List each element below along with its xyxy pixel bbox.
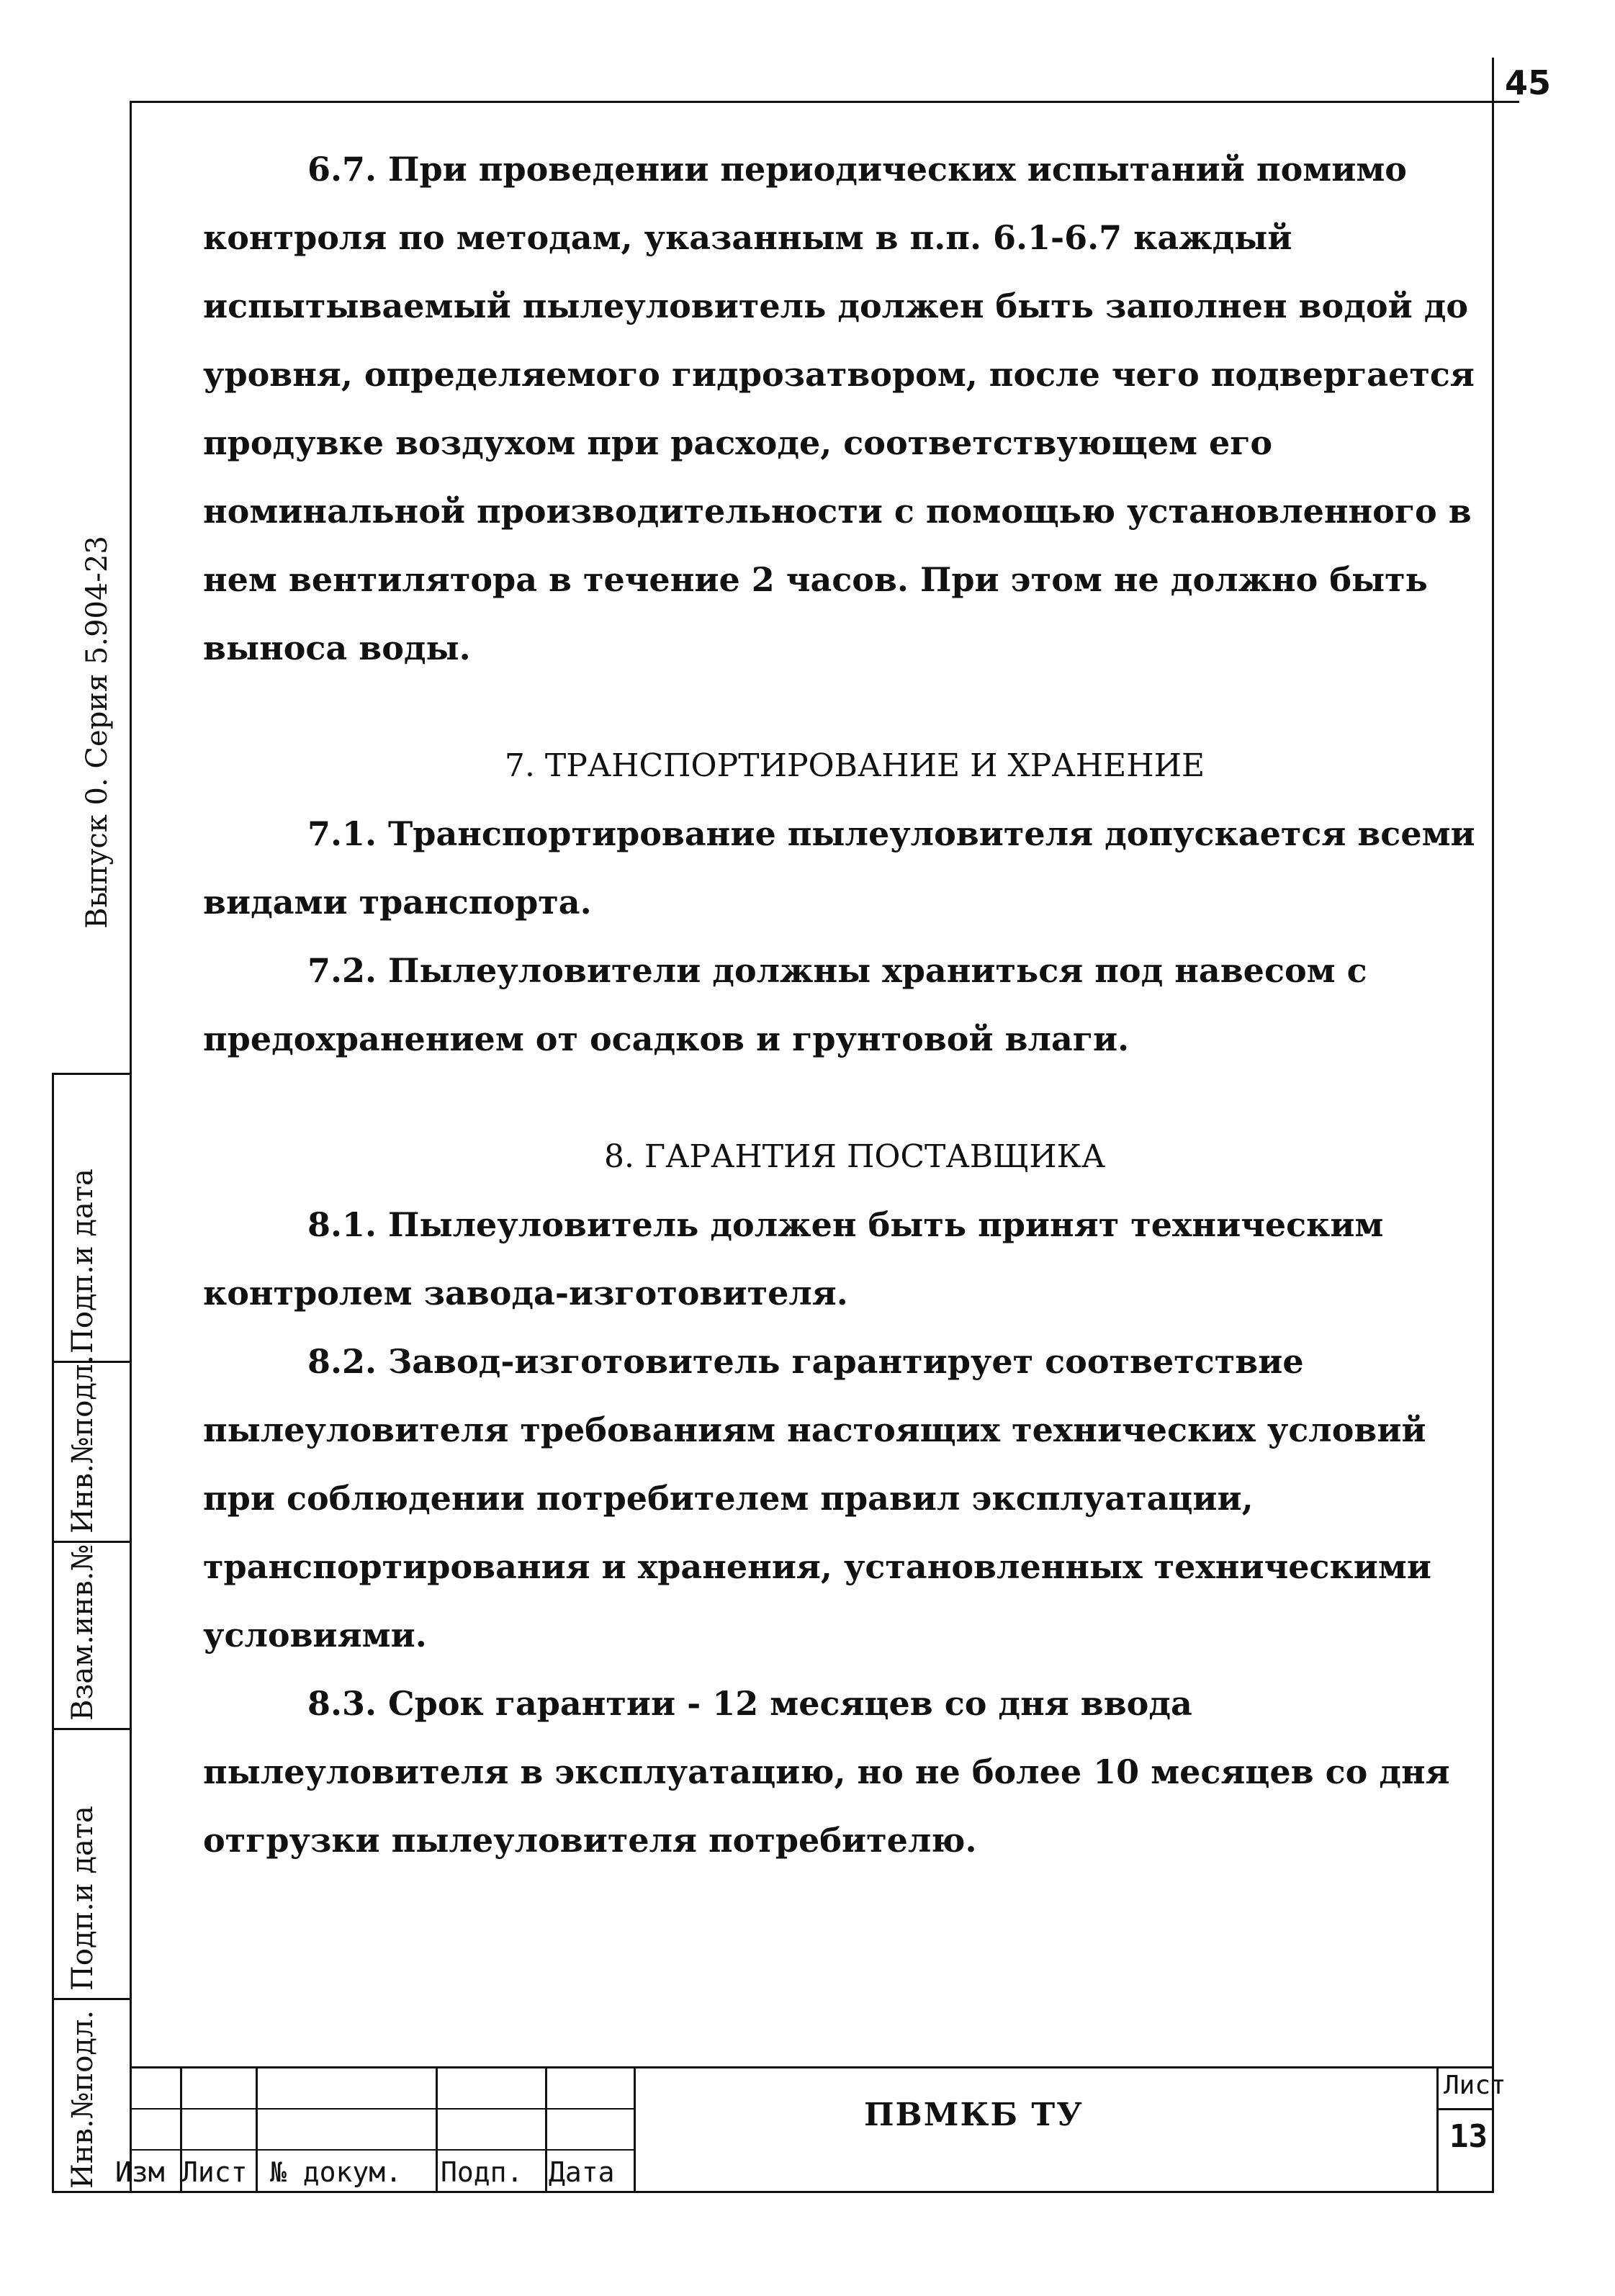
frame-bottom-line bbox=[52, 2191, 1494, 2193]
paragraph-8-3: 8.3. Срок гарантии - 12 месяцев со дня ввода пылеуловителя в эксплуатацию, но не более 10 месяцев со дня отгрузки пылеуловителя потребителю. bbox=[203, 1684, 1450, 1860]
title-block-col-5 bbox=[634, 2066, 636, 2192]
title-block-row-line-1 bbox=[130, 2108, 634, 2110]
title-block-sign-label: Подп. bbox=[441, 2156, 523, 2188]
side-stamp-divider-5 bbox=[52, 1998, 132, 2000]
title-block-izm-label: Изм bbox=[115, 2156, 165, 2188]
side-stamp-sign-date-2: Подп.и дата bbox=[66, 1806, 99, 1991]
paragraph-8-2: 8.2. Завод-изготовитель гарантирует соответствие пылеуловителя требованиям настоящих технических условий при соблюдении потребителем правил эксплуатации, транспортирования и хранения, установленных техническими условиями. bbox=[203, 1342, 1431, 1655]
title-block-date-label: Дата bbox=[549, 2156, 615, 2188]
paragraph-7-2: 7.2. Пылеуловители должны храниться под навесом с предохранением от осадков и грунтовой влаги. bbox=[203, 951, 1367, 1058]
frame-left-line bbox=[130, 101, 132, 2192]
frame-top-line bbox=[130, 101, 1519, 103]
sheet-number: 13 bbox=[1449, 2118, 1488, 2155]
side-stamp-inventory-1: Инв.№подл. bbox=[66, 1354, 99, 1534]
title-block-sheet-col bbox=[1436, 2066, 1439, 2192]
title-block-doc-label: № докум. bbox=[270, 2156, 402, 2188]
paragraph-6-7: 6.7. При проведении периодических испытаний помимо контроля по методам, указанным в п.п. 6.1-6.7 каждый испытываемый пылеуловитель должен быть заполнен водой до уровня, определяемого гидрозатвором, после чего подвергается продувке воздухом при расходе, соответствующем его номинальной производительности с помощью установленного в нем вентилятора в течение 2 часов. При этом не должно быть выноса воды. bbox=[203, 150, 1475, 667]
title-block-top-line bbox=[130, 2066, 1494, 2068]
document-code: ПВМКБ ТУ bbox=[864, 2097, 1084, 2133]
title-block-sheet-divider bbox=[1436, 2108, 1494, 2110]
series-label: Выпуск 0. Серия 5.904-23 bbox=[81, 536, 114, 929]
title-block-col-4 bbox=[545, 2066, 547, 2192]
section-8-heading: 8. ГАРАНТИЯ ПОСТАВЩИКА bbox=[603, 1138, 1106, 1175]
paragraph-8-1: 8.1. Пылеуловитель должен быть принят техническим контролем завода-изготовителя. bbox=[203, 1205, 1384, 1313]
side-stamp-divider-1 bbox=[52, 1073, 132, 1075]
side-stamp-left-line bbox=[52, 1073, 54, 2192]
section-7-heading: 7. ТРАНСПОРТИРОВАНИЕ И ХРАНЕНИЕ bbox=[504, 747, 1205, 784]
frame-page-number-divider bbox=[1492, 58, 1494, 102]
side-stamp-divider-4 bbox=[52, 1728, 132, 1730]
side-stamp-sign-date-1: Подп.и дата bbox=[66, 1169, 99, 1354]
side-stamp-inventory-2: Инв.№подл. bbox=[66, 2009, 99, 2189]
sheet-label: Лист bbox=[1444, 2071, 1506, 2100]
document-body bbox=[203, 135, 1506, 1875]
title-block-row-line-2 bbox=[130, 2149, 634, 2151]
title-block-col-2 bbox=[256, 2066, 258, 2192]
side-stamp-divider-3 bbox=[52, 1541, 132, 1543]
paragraph-7-1: 7.1. Транспортирование пылеуловителя допускается всеми видами транспорта. bbox=[203, 814, 1475, 922]
title-block-col-3 bbox=[436, 2066, 438, 2192]
title-block-list-label: Лист bbox=[181, 2156, 248, 2188]
side-stamp-replacement: Взам.инв.№ bbox=[66, 1544, 99, 1721]
page-number: 45 bbox=[1505, 63, 1552, 102]
